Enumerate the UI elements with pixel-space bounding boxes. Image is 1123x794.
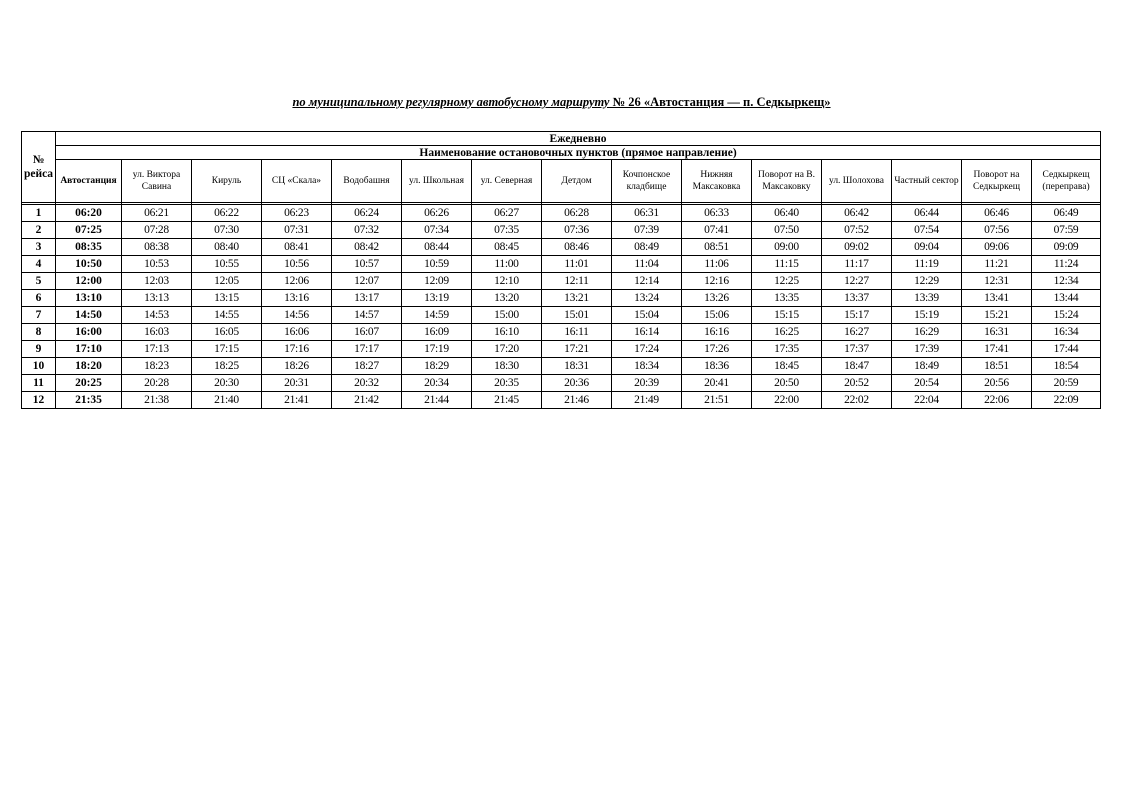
stop-time-cell: 09:09 [1032,239,1101,256]
stop-time-cell: 13:44 [1032,290,1101,307]
stop-name-header: Частный сектор [892,160,962,203]
stop-time-cell: 21:46 [542,392,612,409]
stop-time-cell: 20:31 [262,375,332,392]
stop-time-cell: 08:42 [332,239,402,256]
stop-time-cell: 12:34 [1032,273,1101,290]
stop-time-cell: 06:40 [752,205,822,222]
stop-time-cell: 15:19 [892,307,962,324]
stop-time-cell: 07:56 [962,222,1032,239]
stop-time-cell: 06:27 [472,205,542,222]
stop-time-cell: 08:51 [682,239,752,256]
stop-time-cell: 09:06 [962,239,1032,256]
stop-time-cell: 20:35 [472,375,542,392]
stop-time-cell: 20:41 [682,375,752,392]
stop-time-cell: 06:23 [262,205,332,222]
stop-time-cell: 16:31 [962,324,1032,341]
trip-number-cell: 7 [22,307,56,324]
stop-time-cell: 20:30 [192,375,262,392]
stop-time-cell: 08:41 [262,239,332,256]
stop-time-cell: 17:37 [822,341,892,358]
trip-number-cell: 4 [22,256,56,273]
stop-name-header: Поворот на Седкыркещ [962,160,1032,203]
stop-time-cell: 06:42 [822,205,892,222]
stop-time-cell: 14:56 [262,307,332,324]
stop-time-cell: 11:00 [472,256,542,273]
departure-time-cell: 13:10 [56,290,122,307]
stop-time-cell: 07:28 [122,222,192,239]
stop-name-header: Нижняя Максаковка [682,160,752,203]
stop-time-cell: 17:39 [892,341,962,358]
stop-time-cell: 06:22 [192,205,262,222]
stop-time-cell: 15:06 [682,307,752,324]
stop-time-cell: 16:10 [472,324,542,341]
stop-time-cell: 17:44 [1032,341,1101,358]
departure-time-cell: 21:35 [56,392,122,409]
trip-row [22,222,1101,239]
stop-time-cell: 14:57 [332,307,402,324]
stop-time-cell: 15:01 [542,307,612,324]
stop-time-cell: 12:29 [892,273,962,290]
trip-number-cell: 5 [22,273,56,290]
stop-time-cell: 21:41 [262,392,332,409]
trip-number-cell: 12 [22,392,56,409]
stop-time-cell: 13:21 [542,290,612,307]
stop-time-cell: 18:29 [402,358,472,375]
stop-time-cell: 22:04 [892,392,962,409]
stop-time-cell: 20:36 [542,375,612,392]
stop-time-cell: 18:51 [962,358,1032,375]
stop-time-cell: 06:33 [682,205,752,222]
stop-time-cell: 07:52 [822,222,892,239]
departure-time-cell: 18:20 [56,358,122,375]
stop-time-cell: 11:04 [612,256,682,273]
stop-time-cell: 18:47 [822,358,892,375]
stop-name-header: Кочпонское кладбище [612,160,682,203]
stop-time-cell: 13:24 [612,290,682,307]
stop-time-cell: 16:07 [332,324,402,341]
stop-time-cell: 18:26 [262,358,332,375]
stop-time-cell: 18:30 [472,358,542,375]
stop-time-cell: 12:27 [822,273,892,290]
trip-row [22,239,1101,256]
stop-time-cell: 13:41 [962,290,1032,307]
stop-time-cell: 08:46 [542,239,612,256]
stop-time-cell: 16:09 [402,324,472,341]
stop-time-cell: 12:10 [472,273,542,290]
stop-time-cell: 20:50 [752,375,822,392]
stop-time-cell: 11:17 [822,256,892,273]
stop-time-cell: 18:23 [122,358,192,375]
trip-row [22,375,1101,392]
trip-number-cell: 3 [22,239,56,256]
stop-time-cell: 14:53 [122,307,192,324]
stop-time-cell: 15:15 [752,307,822,324]
stop-time-cell: 07:59 [1032,222,1101,239]
stop-time-cell: 16:05 [192,324,262,341]
stop-time-cell: 18:36 [682,358,752,375]
stop-time-cell: 06:31 [612,205,682,222]
stops-direction-header: Наименование остановочных пунктов (прямое направление) [56,146,1101,160]
stop-time-cell: 12:31 [962,273,1032,290]
stop-time-cell: 13:20 [472,290,542,307]
schedule-header [22,132,1101,203]
stop-time-cell: 11:01 [542,256,612,273]
stop-time-cell: 07:35 [472,222,542,239]
trip-number-cell: 8 [22,324,56,341]
stop-time-cell: 15:00 [472,307,542,324]
stop-time-cell: 13:17 [332,290,402,307]
stop-time-cell: 20:54 [892,375,962,392]
stop-time-cell: 21:44 [402,392,472,409]
stop-time-cell: 17:16 [262,341,332,358]
departure-time-cell: 06:20 [56,205,122,222]
stop-time-cell: 12:16 [682,273,752,290]
stop-time-cell: 17:35 [752,341,822,358]
stop-name-header: Кируль [192,160,262,203]
stop-time-cell: 07:41 [682,222,752,239]
stop-time-cell: 12:14 [612,273,682,290]
stop-time-cell: 12:09 [402,273,472,290]
trip-number-cell: 1 [22,205,56,222]
trip-row [22,256,1101,273]
stop-time-cell: 12:25 [752,273,822,290]
stop-time-cell: 16:16 [682,324,752,341]
stop-time-cell: 17:21 [542,341,612,358]
stop-name-header: ул. Школьная [402,160,472,203]
stop-time-cell: 07:39 [612,222,682,239]
stop-time-cell: 18:49 [892,358,962,375]
stop-time-cell: 10:57 [332,256,402,273]
stop-time-cell: 13:37 [822,290,892,307]
stop-time-cell: 17:20 [472,341,542,358]
stop-time-cell: 10:55 [192,256,262,273]
stop-time-cell: 12:11 [542,273,612,290]
page-title [0,95,1123,110]
stop-time-cell: 09:04 [892,239,962,256]
stop-time-cell: 17:26 [682,341,752,358]
stop-time-cell: 13:19 [402,290,472,307]
stop-time-cell: 08:49 [612,239,682,256]
trip-number-cell: 6 [22,290,56,307]
stop-time-cell: 20:28 [122,375,192,392]
stop-time-cell: 07:54 [892,222,962,239]
stop-time-cell: 18:54 [1032,358,1101,375]
stop-time-cell: 20:59 [1032,375,1101,392]
trip-row [22,290,1101,307]
stop-time-cell: 22:00 [752,392,822,409]
departure-time-cell: 07:25 [56,222,122,239]
stop-name-header: Седкыркещ (переправа) [1032,160,1101,203]
stop-time-cell: 21:51 [682,392,752,409]
stop-time-cell: 16:25 [752,324,822,341]
stop-time-cell: 15:17 [822,307,892,324]
stop-time-cell: 16:29 [892,324,962,341]
stop-time-cell: 12:05 [192,273,262,290]
departure-time-cell: 14:50 [56,307,122,324]
stop-time-cell: 06:49 [1032,205,1101,222]
stop-time-cell: 16:14 [612,324,682,341]
stop-time-cell: 21:42 [332,392,402,409]
stop-time-cell: 17:41 [962,341,1032,358]
stop-time-cell: 07:31 [262,222,332,239]
stop-time-cell: 06:46 [962,205,1032,222]
stop-time-cell: 14:59 [402,307,472,324]
stop-time-cell: 13:15 [192,290,262,307]
departure-time-cell: 10:50 [56,256,122,273]
departure-time-cell: 16:00 [56,324,122,341]
stop-time-cell: 20:32 [332,375,402,392]
stop-time-cell: 12:03 [122,273,192,290]
stop-time-cell: 11:19 [892,256,962,273]
schedule-table [21,131,1101,409]
stop-time-cell: 08:45 [472,239,542,256]
stop-time-cell: 20:52 [822,375,892,392]
stop-time-cell: 06:44 [892,205,962,222]
stop-names-row [22,160,1101,203]
stop-time-cell: 13:16 [262,290,332,307]
stop-time-cell: 17:17 [332,341,402,358]
stop-time-cell: 12:07 [332,273,402,290]
stop-time-cell: 10:56 [262,256,332,273]
stop-time-cell: 09:02 [822,239,892,256]
stop-time-cell: 16:27 [822,324,892,341]
stop-time-cell: 11:06 [682,256,752,273]
departure-time-cell: 17:10 [56,341,122,358]
departure-time-cell: 20:25 [56,375,122,392]
stop-time-cell: 17:13 [122,341,192,358]
stop-time-cell: 12:06 [262,273,332,290]
schedule-body [22,203,1101,409]
trip-number-cell: 2 [22,222,56,239]
stop-time-cell: 16:11 [542,324,612,341]
stop-name-header: ул. Северная [472,160,542,203]
trip-number-cell: 11 [22,375,56,392]
stop-time-cell: 10:59 [402,256,472,273]
stop-time-cell: 06:21 [122,205,192,222]
departure-time-cell: 08:35 [56,239,122,256]
trip-row [22,273,1101,290]
stop-name-header: Водобашня [332,160,402,203]
stop-time-cell: 20:34 [402,375,472,392]
stop-time-cell: 16:03 [122,324,192,341]
stop-name-header: СЦ «Скала» [262,160,332,203]
stop-name-header: Детдом [542,160,612,203]
stop-time-cell: 20:56 [962,375,1032,392]
stop-time-cell: 15:24 [1032,307,1101,324]
stop-time-cell: 21:49 [612,392,682,409]
trip-row [22,205,1101,222]
stop-time-cell: 18:27 [332,358,402,375]
stop-name-header: ул. Шолохова [822,160,892,203]
stop-time-cell: 18:25 [192,358,262,375]
trip-row [22,358,1101,375]
stop-time-cell: 13:13 [122,290,192,307]
stop-time-cell: 21:45 [472,392,542,409]
trip-row [22,392,1101,409]
stop-time-cell: 09:00 [752,239,822,256]
stop-time-cell: 07:34 [402,222,472,239]
trip-number-cell: 10 [22,358,56,375]
daily-header: Ежедневно [56,132,1101,146]
stop-name-header: ул. Виктора Савина [122,160,192,203]
stop-time-cell: 08:44 [402,239,472,256]
stop-time-cell: 17:24 [612,341,682,358]
stop-time-cell: 22:02 [822,392,892,409]
stop-time-cell: 18:31 [542,358,612,375]
title-route-description: по муниципальному регулярному автобусному маршруту [292,95,610,109]
departure-time-cell: 12:00 [56,273,122,290]
stop-time-cell: 07:36 [542,222,612,239]
stop-time-cell: 22:06 [962,392,1032,409]
stop-time-cell: 11:24 [1032,256,1101,273]
trip-row [22,341,1101,358]
stop-time-cell: 07:32 [332,222,402,239]
stop-time-cell: 11:15 [752,256,822,273]
stop-name-header: Поворот на В. Максаковку [752,160,822,203]
stop-time-cell: 17:19 [402,341,472,358]
trip-number-cell: 9 [22,341,56,358]
stop-time-cell: 06:24 [332,205,402,222]
stop-time-cell: 20:39 [612,375,682,392]
stop-name-header: Автостанция [56,160,122,203]
trip-row [22,324,1101,341]
stop-time-cell: 16:34 [1032,324,1101,341]
stop-time-cell: 16:06 [262,324,332,341]
stop-time-cell: 15:21 [962,307,1032,324]
title-route-name: № 26 «Автостанция — п. Седкыркещ» [609,95,831,109]
stop-time-cell: 15:04 [612,307,682,324]
stop-time-cell: 21:40 [192,392,262,409]
stop-time-cell: 17:15 [192,341,262,358]
stop-time-cell: 22:09 [1032,392,1101,409]
stop-time-cell: 07:50 [752,222,822,239]
stop-time-cell: 10:53 [122,256,192,273]
stop-time-cell: 13:26 [682,290,752,307]
stop-time-cell: 13:35 [752,290,822,307]
stop-time-cell: 06:28 [542,205,612,222]
stop-time-cell: 21:38 [122,392,192,409]
stop-time-cell: 11:21 [962,256,1032,273]
stop-time-cell: 08:40 [192,239,262,256]
trip-number-header: № рейса [22,132,56,203]
stop-time-cell: 18:45 [752,358,822,375]
stop-time-cell: 06:26 [402,205,472,222]
stop-time-cell: 07:30 [192,222,262,239]
stop-time-cell: 08:38 [122,239,192,256]
stop-time-cell: 13:39 [892,290,962,307]
trip-row [22,307,1101,324]
stop-time-cell: 18:34 [612,358,682,375]
stop-time-cell: 14:55 [192,307,262,324]
